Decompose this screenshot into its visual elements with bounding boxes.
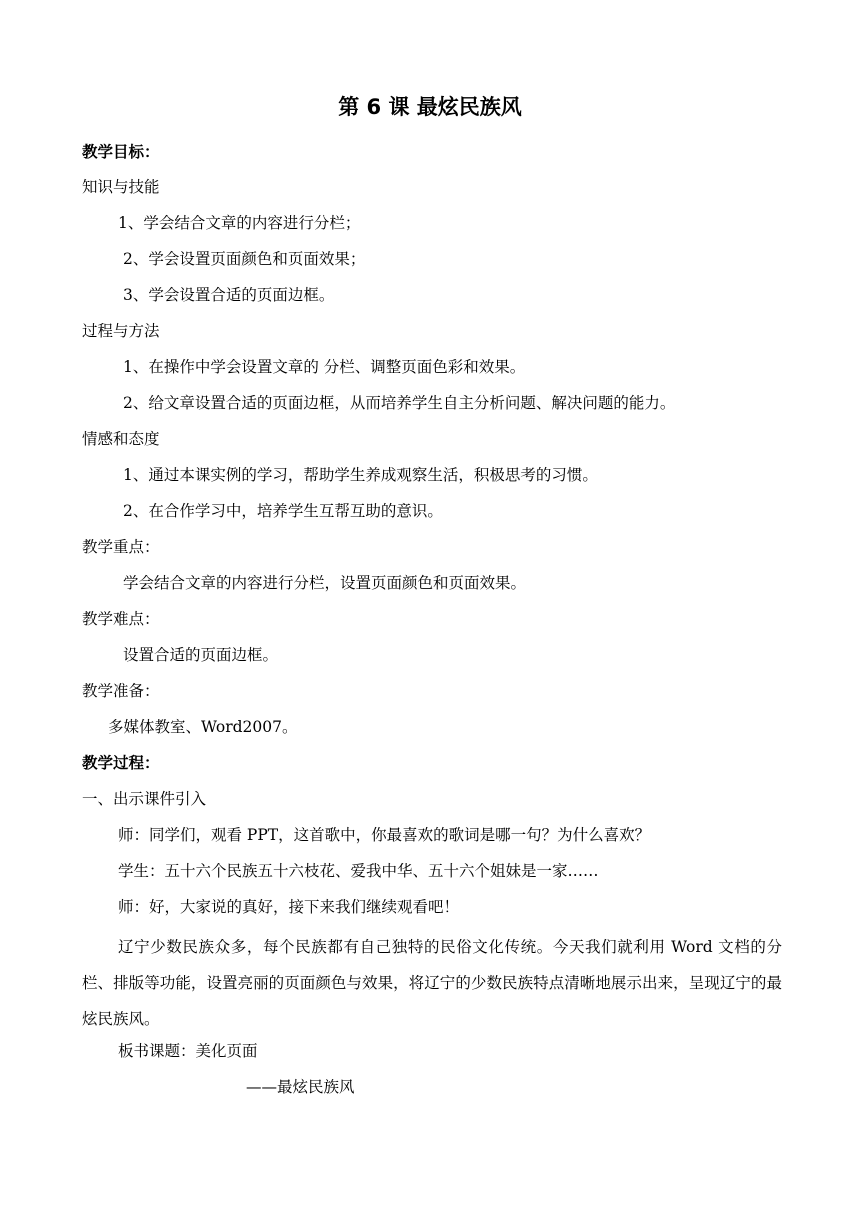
intro-paragraph: 辽宁少数民族众多，每个民族都有自己独特的民俗文化传统。今天我们就利用 Word 文档的分栏、排版等功能，设置亮丽的页面颜色与效果，将辽宁的少数民族特点清晰地展示出来，呈现辽宁的最炫民族风。 <box>82 938 782 1028</box>
objectives-heading: 教学目标： <box>82 143 160 161</box>
emotion-item: 1、通过本课实例的学习，帮助学生养成观察生活，积极思考的习惯。 <box>123 466 598 484</box>
knowledge-item: 1、学会结合文章的内容进行分栏； <box>118 214 361 232</box>
board-title: 板书课题：美化页面 <box>118 1042 258 1060</box>
knowledge-heading: 知识与技能 <box>82 178 160 196</box>
difficulties-text: 设置合适的页面边框。 <box>123 646 279 664</box>
process-method-heading: 过程与方法 <box>82 322 160 340</box>
teacher-line: 师：同学们，观看 PPT，这首歌中，你最喜欢的歌词是哪一句？为什么喜欢？ <box>118 826 651 844</box>
step-one-heading: 一、出示课件引入 <box>82 790 207 808</box>
teacher-line: 师：好，大家说的真好，接下来我们继续观看吧！ <box>118 898 460 916</box>
process-method-item: 2、给文章设置合适的页面边框，从而培养学生自主分析问题、解决问题的能力。 <box>123 394 676 412</box>
key-points-text: 学会结合文章的内容进行分栏，设置页面颜色和页面效果。 <box>123 574 527 592</box>
student-line: 学生：五十六个民族五十六枝花、爱我中华、五十六个姐妹是一家…… <box>118 862 599 880</box>
teaching-process-heading: 教学过程： <box>82 754 160 772</box>
emotion-heading: 情感和态度 <box>82 430 160 448</box>
lesson-title: 第 6 课 最炫民族风 <box>338 95 522 119</box>
difficulties-heading: 教学难点： <box>82 610 160 628</box>
process-method-item: 1、在操作中学会设置文章的 分栏、调整页面色彩和效果。 <box>123 358 526 376</box>
knowledge-item: 3、学会设置合适的页面边框。 <box>123 286 335 304</box>
board-subtitle: ——最炫民族风 <box>246 1078 355 1096</box>
key-points-heading: 教学重点： <box>82 538 160 556</box>
preparation-text: 多媒体教室、Word2007。 <box>108 718 298 736</box>
emotion-item: 2、在合作学习中，培养学生互帮互助的意识。 <box>123 502 443 520</box>
knowledge-item: 2、学会设置页面颜色和页面效果； <box>123 250 366 268</box>
preparation-heading: 教学准备： <box>82 682 160 700</box>
